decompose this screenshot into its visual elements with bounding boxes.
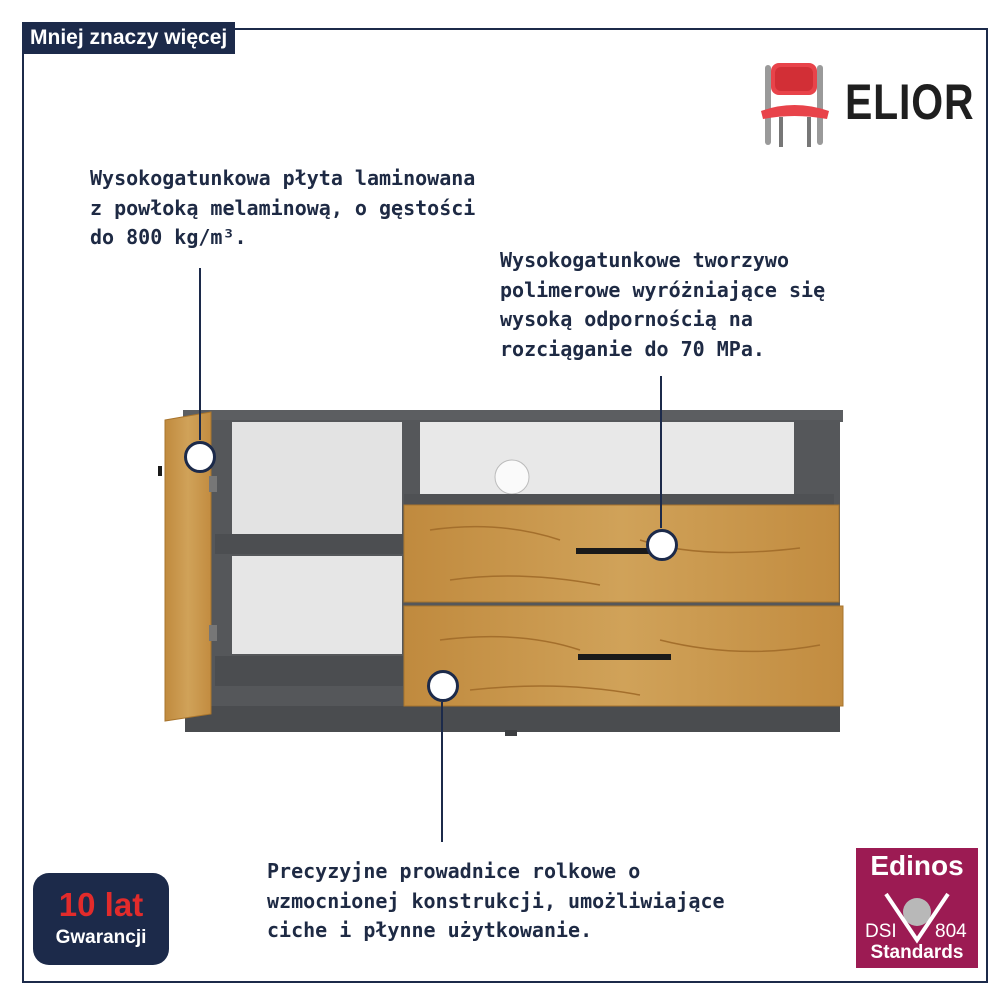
warranty-years: 10 lat <box>58 886 144 923</box>
lower-drawer-handle <box>578 654 671 660</box>
edinos-dsi: DSI <box>865 921 897 942</box>
edinos-certificate <box>856 848 978 968</box>
polymer-connector <box>660 376 662 528</box>
board-marker <box>184 441 216 473</box>
warranty-label: Gwarancji <box>55 927 147 948</box>
header-tag: Mniej znaczy więcej <box>22 22 235 54</box>
rails-marker <box>427 670 459 702</box>
board-connector <box>199 268 201 440</box>
warranty-badge <box>33 873 169 965</box>
rails-note: Precyzyjne prowadnice rolkowe o wzmocnionej konstrukcji, umożliwiające ciche i płynne użytkowanie. <box>267 859 725 942</box>
brand-name: ELIOR <box>845 74 975 130</box>
edinos-number: 804 <box>935 921 967 942</box>
cable-hole <box>495 460 529 494</box>
board-note: Wysokogatunkowa płyta laminowana z powłoką melaminową, o gęstości do 800 kg/m³. <box>90 166 476 249</box>
edinos-title: Edinos <box>870 850 964 881</box>
polymer-note: Wysokogatunkowe tworzywo polimerowe wyróżniające się wysoką odpornością na rozciąganie do 70 MPa. <box>500 248 826 361</box>
polymer-marker <box>646 529 678 561</box>
edinos-standards: Standards <box>870 942 964 963</box>
rails-connector <box>441 702 443 842</box>
